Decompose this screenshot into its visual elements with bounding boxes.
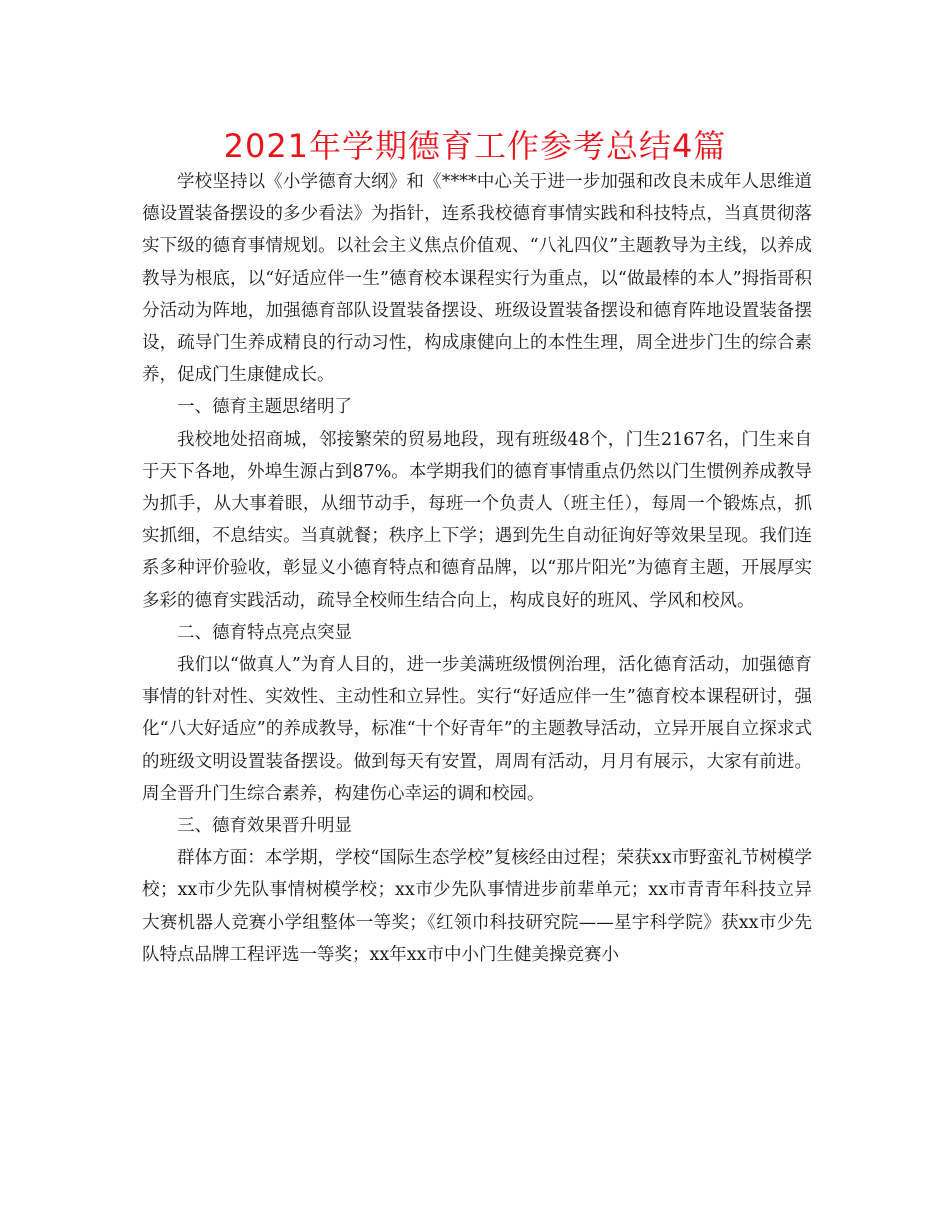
paragraph-section-1: 我校地处招商城，邻接繁荣的贸易地段，现有班级48个，门生2167名，门生来自于天下各地，外埠生源占到87%。本学期我们的德育事情重点仍然以门生惯例养成教导为抓手，从大事着眼，从细节动手，每班一个负责人（班主任），每周一个锻炼点，抓实抓细，不息结实。当真就餐；秩序上下学；遇到先生自动征询好等效果呈现。我们连系多种评价验收，彰显义小德育特点和德育品牌，以“那片阳光”为德育主题，开展厚实多彩的德育实践活动，疏导全校师生结合向上，构成良好的班风、学风和校风。 bbox=[142, 429, 812, 611]
section-heading-2: 二、德育特点亮点突显 bbox=[177, 622, 352, 643]
section-heading-3: 三、德育效果晋升明显 bbox=[177, 816, 352, 837]
section-heading-1: 一、德育主题思绪明了 bbox=[177, 397, 352, 418]
paragraph-section-2: 我们以“做真人”为育人目的，进一步美满班级惯例治理，活化德育活动，加强德育事情的针对性、实效性、主动性和立异性。实行“好适应伴一生”德育校本课程研讨，强化“八大好适应”的养成教导，标准“十个好青年”的主题教导活动，立异开展自立探求式的班级文明设置装备摆设。做到每天有安置，周周有活动，月月有展示，大家有前进。周全晋升门生综合素养，构建伤心幸运的调和校园。 bbox=[142, 655, 812, 804]
paragraph-section-3: 群体方面：本学期，学校“国际生态学校”复核经由过程；荣获xx市野蛮礼节树模学校；xx市少先队事情树模学校；xx市少先队事情进步前辈单元；xx市青青年科技立异大赛机器人竞赛小学组整体一等奖；《红领巾科技研究院——星宇科学院》获xx市少先队特点品牌工程评选一等奖；xx年xx市中小门生健美操竞赛小 bbox=[142, 848, 812, 965]
paragraph-intro: 学校坚持以《小学德育大纲》和《****中心关于进一步加强和改良未成年人思维道德设置装备摆设的多少看法》为指针，连系我校德育事情实践和科技特点，当真贯彻落实下级的德育事情规划。以社会主义焦点价值观、“八礼四仪”主题教导为主线，以养成教导为根底，以“好适应伴一生”德育校本课程实行为重点，以“做最棒的本人”拇指哥积分活动为阵地，加强德育部队设置装备摆设、班级设置装备摆设和德育阵地设置装备摆设，疏导门生养成精良的行动习性，构成康健向上的本性生理，周全进步门生的综合素养，促成门生康健成长。 bbox=[142, 172, 812, 386]
document-title: 2021年学期德育工作参考总结4篇 bbox=[223, 127, 727, 165]
document-body bbox=[142, 166, 812, 971]
